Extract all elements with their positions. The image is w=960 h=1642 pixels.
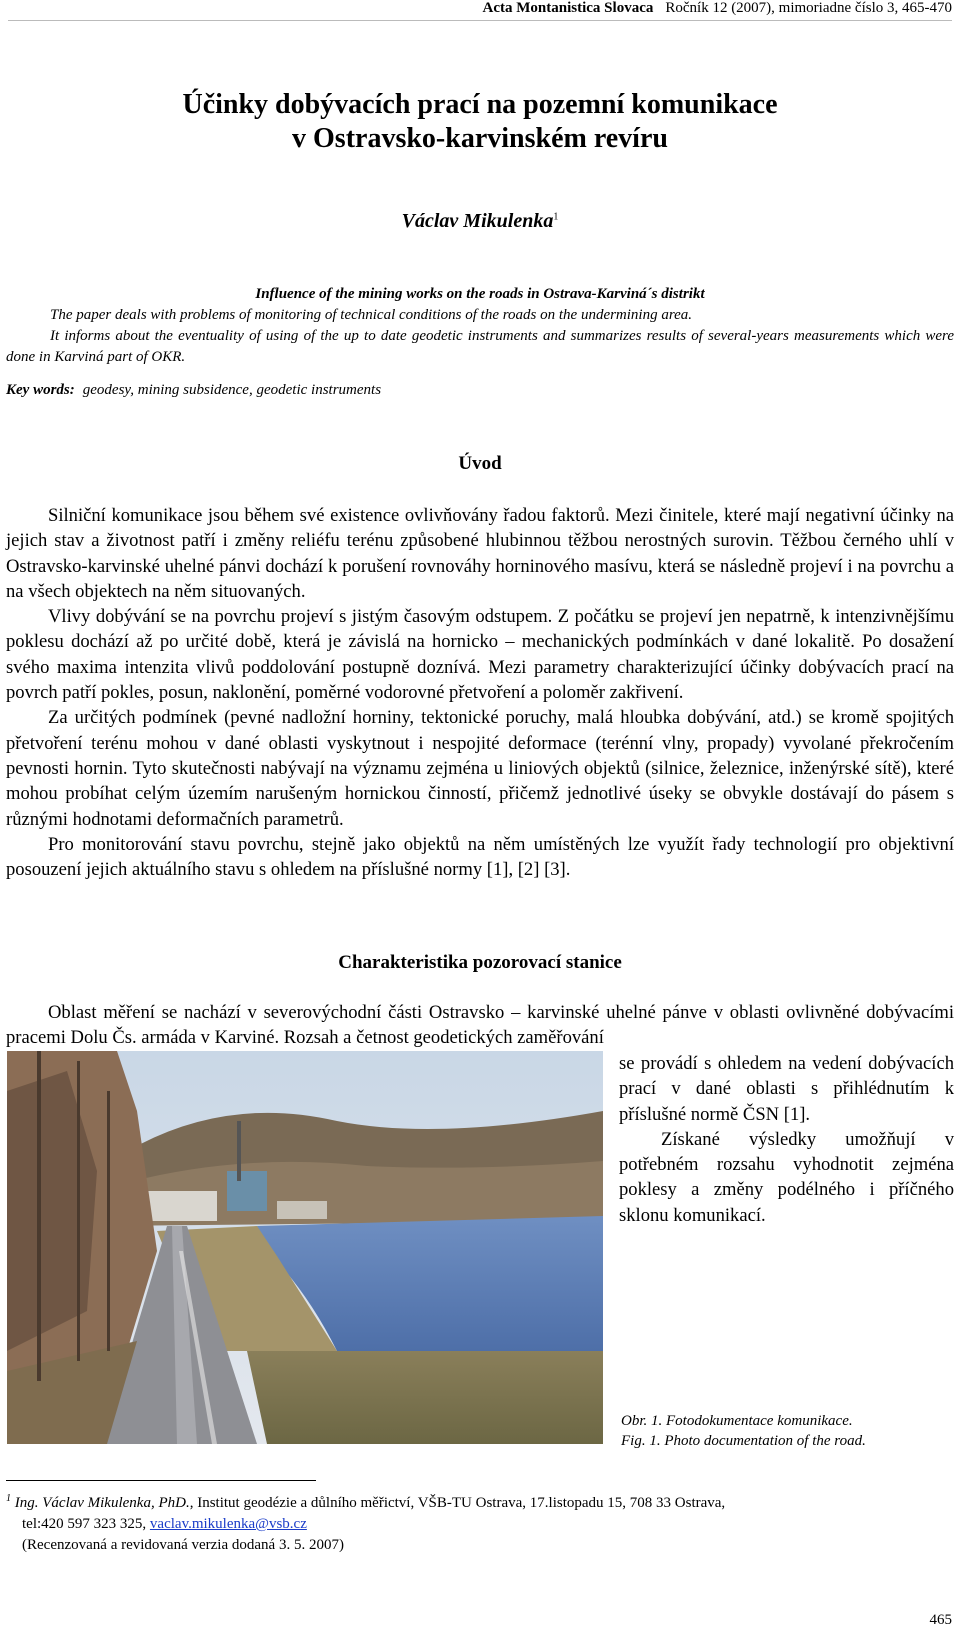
running-header (8, 0, 952, 21)
footnote-phone: tel:420 597 323 325, (22, 1516, 150, 1532)
section-heading-uvod: Úvod (458, 453, 502, 474)
author-line (0, 210, 960, 233)
body-paragraph: Získané výsledky umožňují v potřebném rozsahu vyhodnotit zejména poklesy a změny podélného i příčného sklonu komunikací. (619, 1128, 954, 1226)
english-title: Influence of the mining works on the roads in Ostrava-Karviná´s distrikt (255, 286, 705, 302)
journal-name: Acta Montanistica Slovaca (482, 0, 654, 16)
right-column-text (619, 1051, 954, 1228)
body-paragraph: Za určitých podmínek (pevné nadložní horniny, tektonické poruchy, malá hloubka dobývání, atd.) se kromě spojitých přetvoření terénu mohou v dané oblasti vyskytnout i nespojité deformace (terénní vlny, propady) vyvolané překročením pevnosti hornin. Tyto skutečnosti nabývají na významu zejména u liniových objektů (silnice, železnice, inženýrské sítě), které mohou probíhat celým územím narušeným hornickou činností, přičemž jednotlivé úseky se obvykle dostávají do pásem s různými hodnotami deformačních parametrů. (6, 707, 954, 830)
footnote-received: (Recenzovaná a revidovaná verzia dodaná 3. 5. 2007) (22, 1537, 344, 1553)
author-footnote-mark: 1 (553, 211, 559, 223)
footnote (6, 1488, 954, 1556)
caption-czech: Obr. 1. Fotodokumentace komunikace. (621, 1413, 853, 1429)
road-photo-image (7, 1051, 603, 1444)
title-line-2: v Ostravsko-karvinském revíru (292, 123, 668, 154)
road-photo (7, 1051, 603, 1444)
section-charakteristika-intro (6, 1000, 954, 1051)
body-paragraph: Silniční komunikace jsou během své existence ovlivňovány řadou faktorů. Mezi činitele, které mají negativní účinky na jejich stav a životnost patří i změny reliéfu terénu způsobené hlubinnou těžbou nerostných surovin. Těžbou černého uhlí v Ostravsko-karvinské uhelné pánvi dochází k porušení rovnováhy horninového masívu, která se následně projeví i na povrchu a na všech objektech na něm situovaných. (6, 505, 954, 602)
paper-title (0, 88, 960, 156)
section-uvod-body (6, 503, 954, 882)
footnote-mark: 1 (6, 1493, 11, 1504)
keywords-text: geodesy, mining subsidence, geodetic instruments (82, 382, 382, 398)
title-line-1: Účinky dobývacích prací na pozemní komunikace (182, 89, 778, 120)
caption-english: Fig. 1. Photo documentation of the road. (621, 1433, 866, 1449)
abstract-paragraph-2: It informs about the eventuality of using of the up to date geodetic instruments and summarizes results of several-years measurements which were done in Karviná part of OKR. (6, 328, 954, 365)
journal-volume: Ročník 12 (2007), mimoriadne číslo 3, 465-470 (665, 0, 952, 16)
keywords-label: Key words: (6, 382, 75, 398)
author-name: Václav Mikulenka (401, 210, 554, 232)
abstract (6, 284, 954, 368)
page-number: 465 (929, 1612, 952, 1628)
figure-caption (621, 1411, 866, 1451)
body-paragraph: Oblast měření se nachází v severovýchodní části Ostravsko – karvinské uhelné pánve v oblasti ovlivněné dobývacími pracemi Dolu Čs. armáda v Karviné. Rozsah a četnost geodetických zaměřování (6, 1002, 954, 1049)
keywords (6, 382, 381, 399)
footnote-email-link[interactable]: vaclav.mikulenka@vsb.cz (149, 1516, 307, 1532)
body-paragraph: se provádí s ohledem na vedení dobývacích prací v dané oblasti s přihlédnutím k příslušné normě ČSN [1]. (619, 1053, 954, 1125)
section-heading-charakteristika: Charakteristika pozorovací stanice (338, 952, 622, 973)
abstract-paragraph-1: The paper deals with problems of monitoring of technical conditions of the roads on the undermining area. (50, 307, 693, 323)
body-paragraph: Vlivy dobývání se na povrchu projeví s jistým časovým odstupem. Z počátku se projeví jen nepatrně, k intenzivnějšímu poklesu dochází až po určité době, která je závislá na hornicko – mechanických podmínkách v dané lokalitě. Po dosažení svého maxima intenzita vlivů poddolování postupně doznívá. Mezi parametry charakterizující účinky dobývacích prací na povrch patří pokles, posun, naklonění, poměrné vodorovné přetvoření a poloměr zakřivení. (6, 606, 954, 704)
footnote-rule (6, 1480, 316, 1481)
footnote-affiliation: , Institut geodézie a důlního měřictví, VŠB-TU Ostrava, 17.listopadu 15, 708 33 Ostrava, (189, 1495, 726, 1511)
footnote-author: Ing. Václav Mikulenka, PhD. (14, 1495, 190, 1511)
body-paragraph: Pro monitorování stavu povrchu, stejně jako objektů na něm umístěných lze využít řady technologií pro objektivní posouzení jejich aktuálního stavu s ohledem na příslušné normy [1], [2] [3]. (6, 833, 954, 881)
